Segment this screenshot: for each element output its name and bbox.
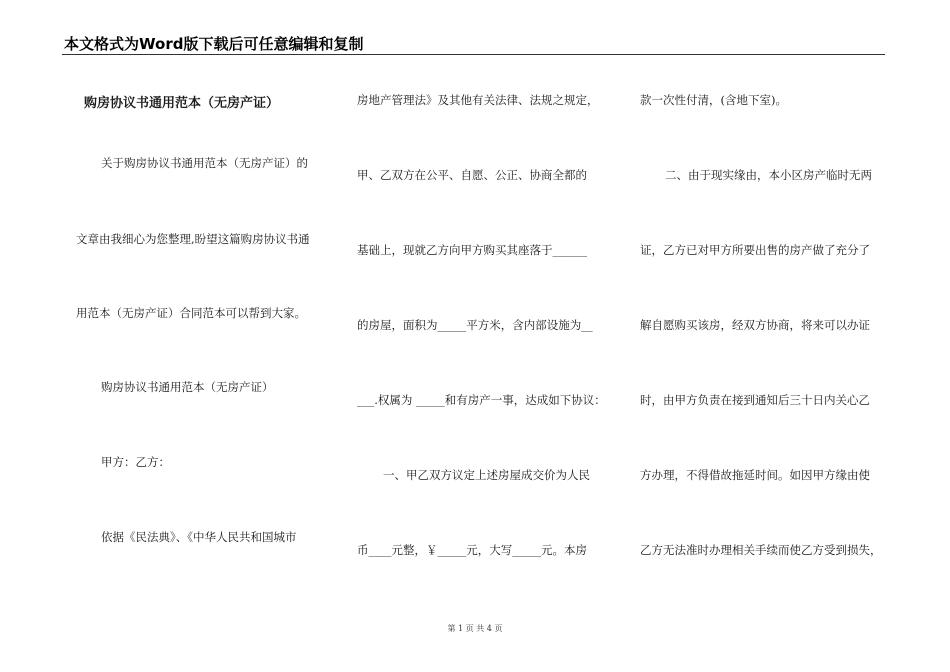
text-line: 购房协议书通用范本（无房产证） xyxy=(101,380,274,394)
document-title: 购房协议书通用范本（无房产证） xyxy=(84,96,280,111)
text-line: 二、由于现实缘由，本小区房产临时无两 xyxy=(665,168,872,182)
header-divider xyxy=(62,54,885,55)
text-line: 时，由甲方负责在接到通知后三十日内关心乙 xyxy=(640,393,870,407)
text-line: 依据《民法典》、《中华人民共和国城市 xyxy=(101,530,297,544)
text-line: 乙方无法准时办理相关手续而使乙方受到损失， xyxy=(640,543,882,557)
text-line: ___.权属为 _____和有房产一事，达成如下协议： xyxy=(357,393,606,407)
header-title: 本文格式为Word版下载后可任意编辑和复制 xyxy=(64,35,364,53)
text-line: 关于购房协议书通用范本（无房产证）的 xyxy=(101,156,308,170)
text-line: 文章由我细心为您整理,盼望这篇购房协议书通 xyxy=(76,232,310,246)
text-line: 基础上，现就乙方向甲方购买其座落于______ xyxy=(357,243,587,257)
text-line: 的房屋，面积为_____平方米，含内部设施为__ xyxy=(357,318,593,332)
text-line: 币____元整，￥_____元，大写_____元。本房 xyxy=(357,543,587,557)
text-line: 房地产管理法》及其他有关法律、法规之规定， xyxy=(357,93,599,107)
text-line: 解自愿购买该房，经双方协商，将来可以办证 xyxy=(640,318,870,332)
text-line: 甲方：乙方： xyxy=(101,455,170,469)
text-line: 甲、乙双方在公平、自愿、公正、协商全都的 xyxy=(357,168,587,182)
text-line: 款一次性付清，(含地下室)。 xyxy=(640,93,787,107)
text-line: 一、甲乙双方议定上述房屋成交价为人民 xyxy=(383,468,590,482)
text-line: 证，乙方已对甲方所要出售的房产做了充分了 xyxy=(640,243,870,257)
text-line: 用范本（无房产证）合同范本可以帮到大家。 xyxy=(76,306,306,320)
page-number: 第 1 页 共 4 页 xyxy=(447,624,503,633)
text-line: 方办理，不得借故拖延时间。如因甲方缘由使 xyxy=(640,468,870,482)
